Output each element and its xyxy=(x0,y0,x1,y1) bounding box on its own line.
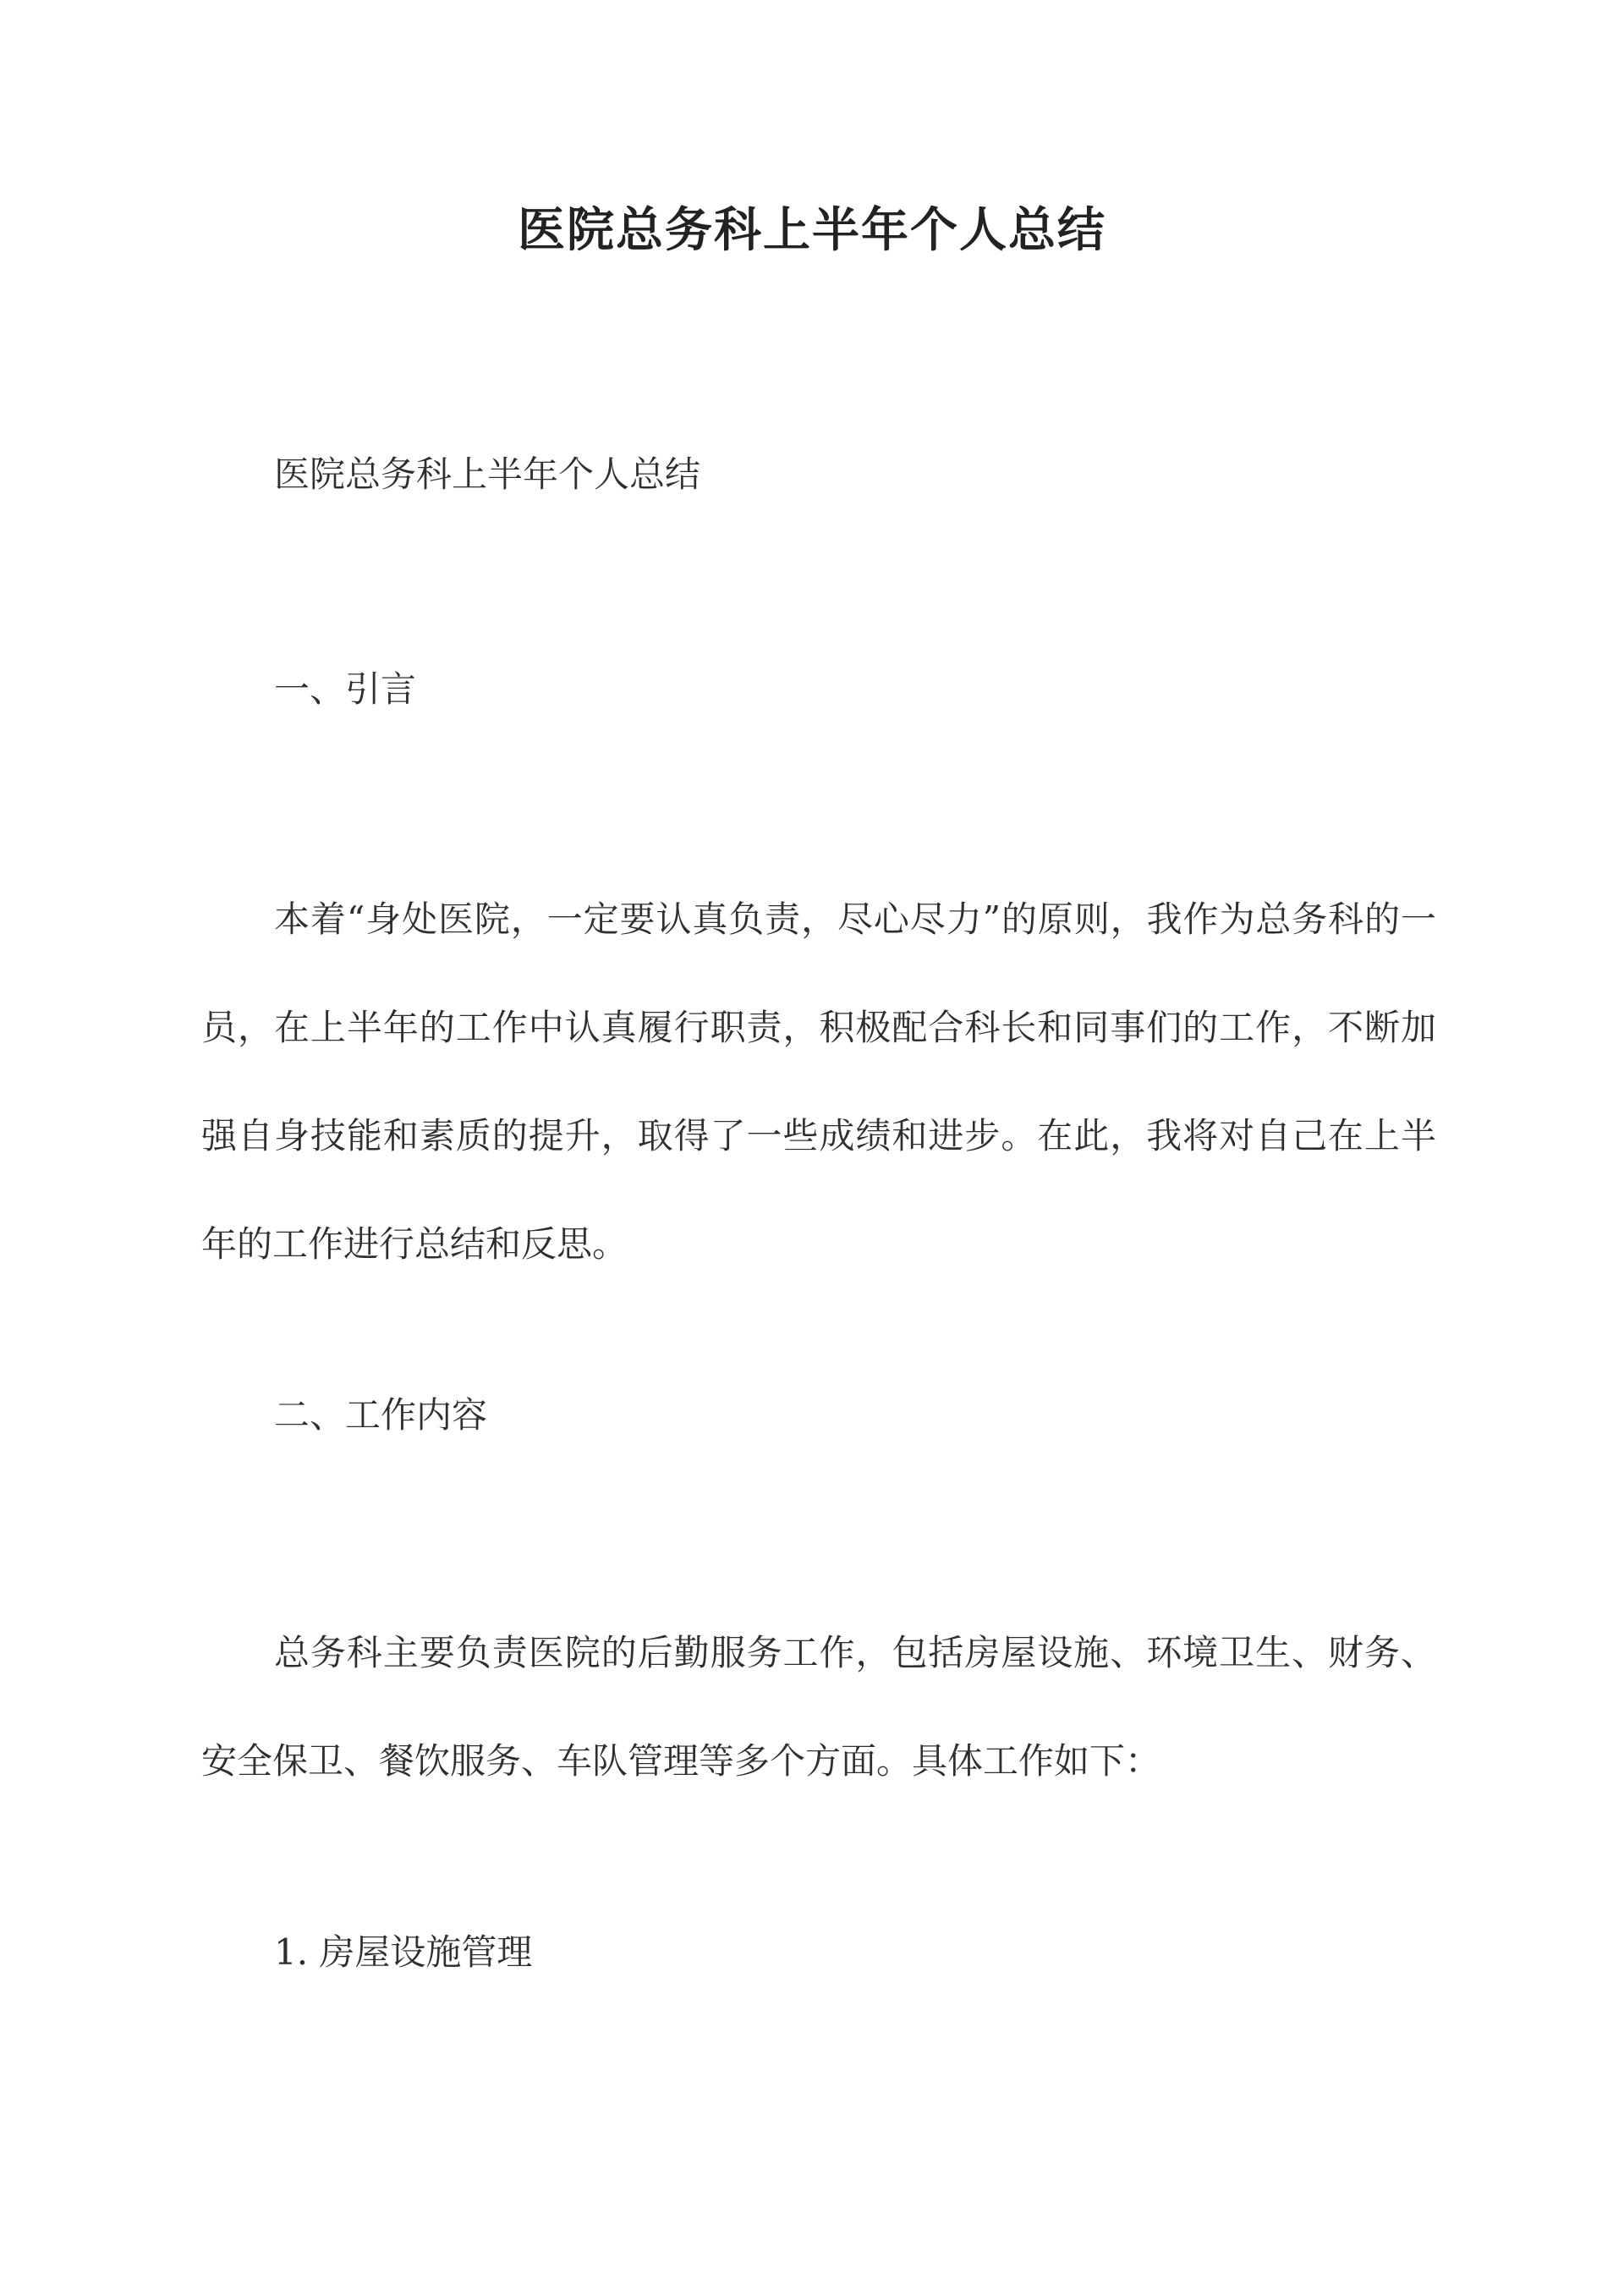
document-title: 医院总务科上半年个人总结 xyxy=(518,202,1106,258)
section-heading-work-content: 二、工作内容 xyxy=(274,1394,488,1436)
section-heading-introduction: 一、引言 xyxy=(274,668,417,710)
document-subtitle: 医院总务科上半年个人总结 xyxy=(274,453,701,495)
section-body-introduction: 本着“身处医院，一定要认真负责，尽心尽力”的原则，我作为总务科的一员，在上半年的工作中认真履行职责，积极配合科长和同事们的工作，不断加强自身技能和素质的提升，取得了一些成绩和进步。在此，我将对自己在上半年的工作进行总结和反思。 xyxy=(201,898,1436,1265)
list-item-heading-facilities: 1. 房屋设施管理 xyxy=(274,1931,533,1973)
section-body-work-content: 总务科主要负责医院的后勤服务工作，包括房屋设施、环境卫生、财务、安全保卫、餐饮服务、车队管理等多个方面。具体工作如下： xyxy=(201,1632,1436,1782)
